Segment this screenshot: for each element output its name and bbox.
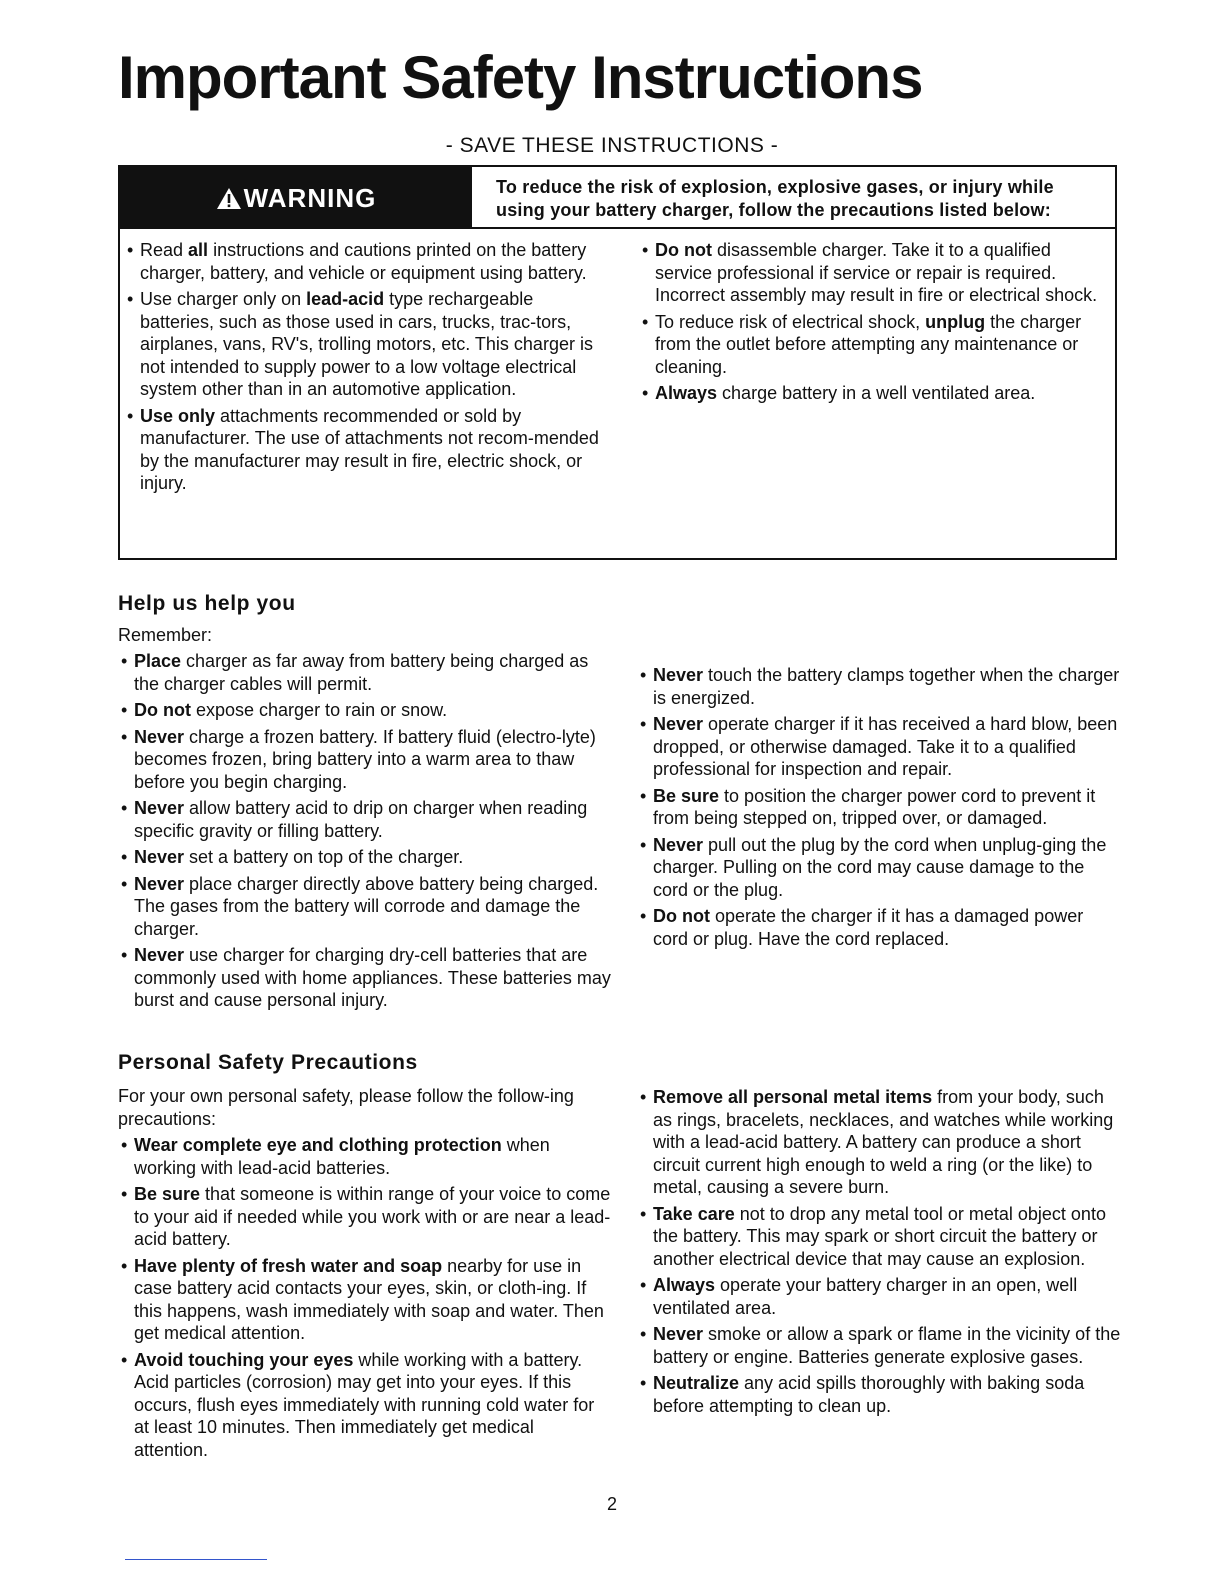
item-emphasis: Never xyxy=(653,665,704,685)
list-item xyxy=(637,834,1122,902)
list-item xyxy=(124,239,604,284)
item-text: operate your battery charger in an open, well ventilated area. xyxy=(653,1275,1078,1318)
list-item xyxy=(637,1323,1127,1368)
item-emphasis: Place xyxy=(134,651,182,671)
item-text: charge a frozen battery. If battery fluid (electro-lyte) becomes frozen, bring battery into a warm area to thaw before you begin charging. xyxy=(134,726,596,792)
help-heading: Help us help you xyxy=(118,592,296,615)
item-emphasis: Never xyxy=(653,834,704,855)
item-text: expose charger to rain or snow. xyxy=(190,700,448,720)
item-lead-text: To reduce risk of electrical shock, xyxy=(655,311,926,332)
item-emphasis: Do not xyxy=(655,240,712,260)
item-emphasis: Wear complete eye and clothing protection xyxy=(134,1135,502,1155)
list-item xyxy=(118,1134,612,1179)
item-text: that someone is within range of your voice to come to your aid if needed while you work with or are near a lead-acid battery. xyxy=(134,1184,611,1249)
item-emphasis: Never xyxy=(134,945,185,965)
warning-intro: To reduce the risk of explosion, explosive gases, or injury while using your battery charger, follow the precautions listed below: xyxy=(496,177,1054,220)
list-item xyxy=(118,944,612,1012)
list-item xyxy=(639,382,1103,405)
item-emphasis: Do not xyxy=(653,906,710,926)
item-emphasis: Use only xyxy=(140,405,216,426)
warning-right-list xyxy=(639,239,1103,405)
item-emphasis: Never xyxy=(134,873,185,894)
list-item xyxy=(118,1349,612,1462)
personal-right-list xyxy=(637,1086,1127,1417)
personal-intro: For your own personal safety, please follow the follow-ing precautions: xyxy=(118,1086,574,1129)
list-item xyxy=(637,1274,1127,1319)
list-item xyxy=(118,797,612,842)
list-item xyxy=(118,699,612,722)
item-emphasis: Take care xyxy=(653,1203,735,1224)
item-text: touch the battery clamps together when the charger is energized. xyxy=(653,665,1120,708)
item-emphasis: unplug xyxy=(925,311,986,332)
help-right-list xyxy=(637,664,1122,950)
page-number: 2 xyxy=(606,1494,617,1514)
help-intro: Remember: xyxy=(118,625,213,645)
list-item xyxy=(118,726,612,794)
item-text: charger as far away from battery being charged as the charger cables will permit. xyxy=(134,651,589,694)
item-text: place charger directly above battery being charged. The gases from the battery will corrode and damage the charger. xyxy=(134,873,599,939)
list-item xyxy=(637,1203,1127,1271)
item-text: operate the charger if it has a damaged power cord or plug. Have the cord replaced. xyxy=(653,906,1084,949)
item-emphasis: lead-acid xyxy=(306,289,385,309)
item-text: to position the charger power cord to prevent it from being stepped on, tripped over, or damaged. xyxy=(653,785,1096,828)
warning-divider xyxy=(472,227,1115,229)
item-emphasis: Never xyxy=(134,798,185,818)
list-item xyxy=(637,785,1122,830)
item-emphasis: all xyxy=(188,240,209,260)
item-text: type rechargeable batteries, such as those used in cars, trucks, trac-tors, airplanes, vans, RV's, trolling motors, etc. This charger is not intended to supply power to a low voltage electrical system other than in an automotive application. xyxy=(140,289,593,399)
list-item xyxy=(124,405,604,495)
item-emphasis: Have plenty of fresh water and soap xyxy=(134,1255,443,1276)
item-text: use charger for charging dry-cell batteries that are commonly used with home appliances. These batteries may burst and cause personal injury. xyxy=(134,945,611,1010)
list-item xyxy=(639,239,1103,307)
list-item xyxy=(637,664,1122,709)
list-item xyxy=(637,1372,1127,1417)
item-text: any acid spills thoroughly with baking soda before attempting to clean up. xyxy=(653,1373,1085,1416)
item-text: set a battery on top of the charger. xyxy=(184,847,464,867)
item-lead-text: Read xyxy=(140,240,189,260)
warning-left-list xyxy=(124,239,604,495)
list-item xyxy=(118,650,612,695)
item-emphasis: Never xyxy=(134,847,185,867)
list-item xyxy=(637,713,1122,781)
footer-rule xyxy=(125,1559,267,1560)
item-text: from your body, such as rings, bracelets, necklaces, and watches while working with a lead-acid battery. A battery can produce a short circuit current high enough to weld a ring (or the like) to metal, causing a severe burn. xyxy=(653,1087,1114,1197)
personal-heading: Personal Safety Precautions xyxy=(118,1051,418,1074)
item-text: smoke or allow a spark or flame in the vicinity of the battery or engine. Batteries generate explosive gases. xyxy=(653,1324,1121,1367)
help-left-list xyxy=(118,650,612,1012)
item-emphasis: Never xyxy=(653,1324,704,1344)
item-emphasis: Always xyxy=(655,383,718,403)
item-text: charge battery in a well ventilated area. xyxy=(717,383,1036,403)
item-text: pull out the plug by the cord when unplug-ging the charger. Pulling on the cord may cause damage to the cord or the plug. xyxy=(653,834,1107,900)
item-text: operate charger if it has received a hard blow, been dropped, or otherwise damaged. Take it to a qualified professional for inspection and repair. xyxy=(653,714,1118,779)
item-emphasis: Always xyxy=(653,1275,716,1295)
page-subtitle: - SAVE THESE INSTRUCTIONS - xyxy=(445,134,779,157)
personal-left-list xyxy=(118,1134,612,1461)
list-item xyxy=(124,288,604,401)
warning-box xyxy=(118,165,1117,560)
list-item xyxy=(118,873,612,941)
item-text: instructions and cautions printed on the battery charger, battery, and vehicle or equipment using battery. xyxy=(140,240,587,283)
item-text: while working with a battery. Acid particles (corrosion) may get into your eyes. If this occurs, flush eyes immediately with running cold water for at least 10 minutes. Then immediately get medical attention. xyxy=(134,1349,595,1460)
item-text: nearby for use in case battery acid contacts your eyes, skin, or cloth-ing. If this happens, wash immediately with soap and water. Then get medical attention. xyxy=(134,1255,604,1343)
item-text: not to drop any metal tool or metal object onto the battery. This may spark or short circuit the battery or another electrical device that may cause an explosion. xyxy=(653,1203,1106,1269)
item-text: the charger from the outlet before attempting any maintenance or cleaning. xyxy=(655,311,1082,377)
item-emphasis: Be sure xyxy=(134,1184,201,1204)
item-text: when working with lead-acid batteries. xyxy=(134,1135,550,1178)
list-item xyxy=(118,1183,612,1251)
item-emphasis: Remove all personal metal items xyxy=(653,1087,933,1107)
warning-label: WARNING xyxy=(243,182,377,213)
item-text: attachments recommended or sold by manufacturer. The use of attachments not recom-mended by the manufacturer may result in fire, electric shock, or injury. xyxy=(140,405,599,493)
list-item xyxy=(637,1086,1127,1199)
list-item xyxy=(118,1255,612,1345)
item-emphasis: Neutralize xyxy=(653,1373,740,1393)
warning-badge xyxy=(120,167,472,229)
item-emphasis: Avoid touching your eyes xyxy=(134,1349,354,1370)
list-item xyxy=(118,846,612,869)
warning-triangle-icon xyxy=(216,187,242,210)
item-emphasis: Do not xyxy=(134,700,191,720)
page-title: Important Safety Instructions xyxy=(118,44,923,111)
item-emphasis: Never xyxy=(134,726,185,747)
item-emphasis: Never xyxy=(653,714,704,734)
item-lead-text: Use charger only on xyxy=(140,289,307,309)
item-text: disassemble charger. Take it to a qualified service professional if service or repair is required. Incorrect assembly may result in fire or electrical shock. xyxy=(655,240,1098,305)
item-text: allow battery acid to drip on charger when reading specific gravity or filling battery. xyxy=(134,798,588,841)
list-item xyxy=(637,905,1122,950)
item-emphasis: Be sure xyxy=(653,785,720,806)
list-item xyxy=(639,311,1103,379)
